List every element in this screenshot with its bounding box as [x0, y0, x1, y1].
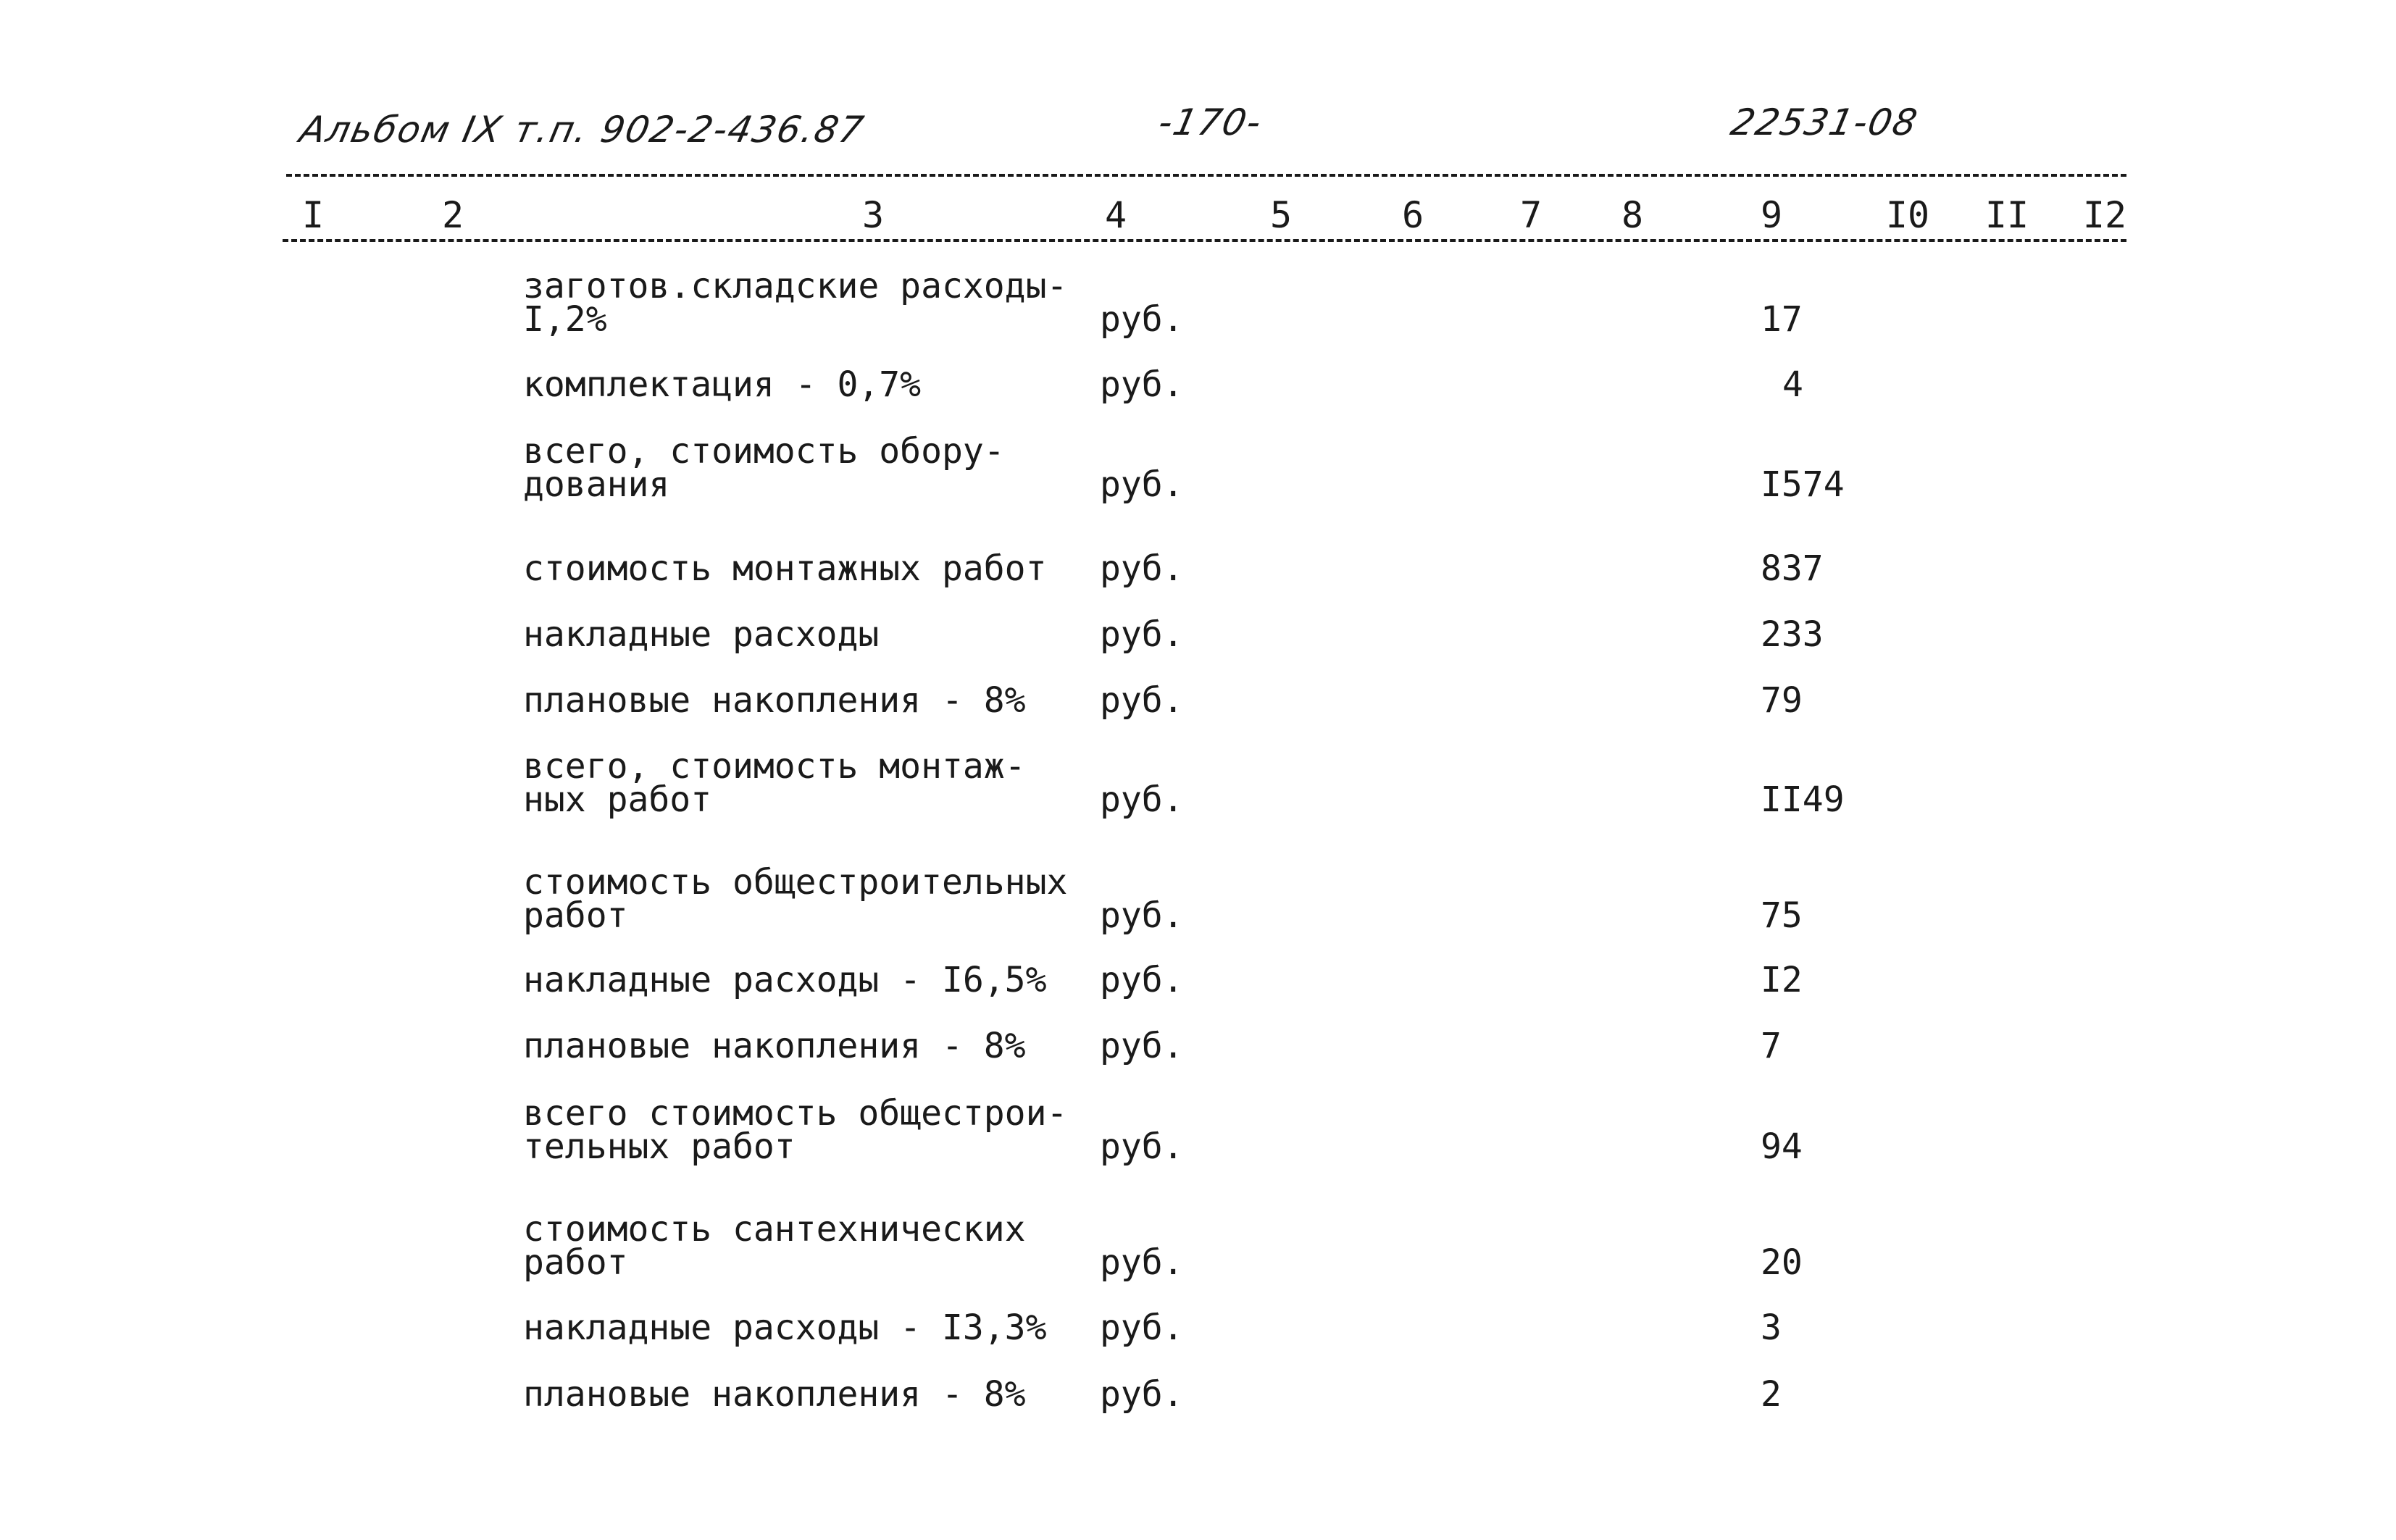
row-description: [523, 266, 1068, 340]
unit-cell: руб.: [1100, 299, 1184, 340]
row-description: [523, 1026, 1026, 1066]
row-description: [523, 1374, 1026, 1415]
value-cell: I574: [1761, 464, 1845, 505]
description-line: накладные расходы - I3,3%: [523, 1307, 1047, 1348]
unit-cell: руб.: [1100, 548, 1184, 589]
unit-cell: руб.: [1100, 1374, 1184, 1415]
description-line: I,2%: [523, 299, 607, 340]
album-reference: Альбом IX т.п. 902-2-436.87: [296, 109, 869, 151]
description-line: комплектация - 0,7%: [523, 364, 922, 405]
value-cell: 79: [1761, 680, 1803, 721]
header-divider: [286, 174, 2126, 177]
row-description: [523, 1307, 1047, 1348]
description-line: накладные расходы: [523, 614, 880, 655]
unit-cell: руб.: [1100, 779, 1184, 820]
row-description: [523, 1093, 1068, 1167]
value-cell: 233: [1761, 614, 1824, 655]
column-number: 6: [1401, 194, 1424, 236]
value-cell: I2: [1761, 960, 1803, 1000]
unit-cell: руб.: [1100, 614, 1184, 655]
value-cell: 837: [1761, 548, 1824, 589]
column-number: 2: [441, 194, 464, 236]
row-description: [523, 746, 1026, 820]
row-description: [523, 364, 922, 405]
description-line: всего, стоимость обору-: [523, 431, 1005, 472]
description-line: тельных работ: [523, 1126, 796, 1167]
row-description: [523, 614, 880, 655]
value-cell: 94: [1761, 1126, 1803, 1167]
description-line: ных работ: [523, 779, 712, 820]
column-number: I0: [1885, 194, 1930, 236]
value-cell: 3: [1761, 1307, 1782, 1348]
description-line: стоимость монтажных работ: [523, 548, 1047, 589]
description-line: плановые накопления - 8%: [523, 680, 1026, 721]
unit-cell: руб.: [1100, 364, 1184, 405]
column-number: 8: [1621, 194, 1644, 236]
value-cell: II49: [1761, 779, 1845, 820]
unit-cell: руб.: [1100, 1307, 1184, 1348]
value-cell: 20: [1761, 1242, 1803, 1283]
value-cell: 7: [1761, 1026, 1782, 1066]
value-cell: 17: [1761, 299, 1803, 340]
row-description: [523, 1209, 1026, 1283]
description-line: плановые накопления - 8%: [523, 1374, 1026, 1415]
unit-cell: руб.: [1100, 680, 1184, 721]
column-header-underline: [283, 239, 2126, 242]
description-line: всего, стоимость монтаж-: [523, 746, 1026, 787]
description-line: дования: [523, 464, 670, 505]
value-cell: 4: [1782, 364, 1803, 405]
column-number: 7: [1519, 194, 1543, 236]
document-code: 22531-08: [1727, 101, 1922, 143]
description-line: заготов.складские расходы-: [523, 266, 1068, 306]
column-number: 5: [1269, 194, 1293, 236]
description-line: работ: [523, 1242, 628, 1283]
row-description: [523, 548, 1047, 589]
value-cell: 75: [1761, 895, 1803, 936]
unit-cell: руб.: [1100, 1026, 1184, 1066]
description-line: стоимость сантехнических: [523, 1209, 1026, 1250]
unit-cell: руб.: [1100, 464, 1184, 505]
description-line: накладные расходы - I6,5%: [523, 960, 1047, 1000]
column-number: I: [301, 194, 325, 236]
column-number: 3: [861, 194, 885, 236]
column-number: II: [1984, 194, 2029, 236]
unit-cell: руб.: [1100, 895, 1184, 936]
description-line: работ: [523, 895, 628, 936]
column-number: I2: [2082, 194, 2127, 236]
description-line: плановые накопления - 8%: [523, 1026, 1026, 1066]
page-number: -170-: [1154, 101, 1266, 143]
column-number: 4: [1104, 194, 1127, 236]
description-line: всего стоимость общестрои-: [523, 1093, 1068, 1134]
row-description: [523, 960, 1047, 1000]
row-description: [523, 680, 1026, 721]
unit-cell: руб.: [1100, 1242, 1184, 1283]
column-number: 9: [1760, 194, 1783, 236]
row-description: [523, 431, 1005, 505]
unit-cell: руб.: [1100, 1126, 1184, 1167]
description-line: стоимость общестроительных: [523, 862, 1068, 903]
row-description: [523, 862, 1068, 936]
value-cell: 2: [1761, 1374, 1782, 1415]
unit-cell: руб.: [1100, 960, 1184, 1000]
